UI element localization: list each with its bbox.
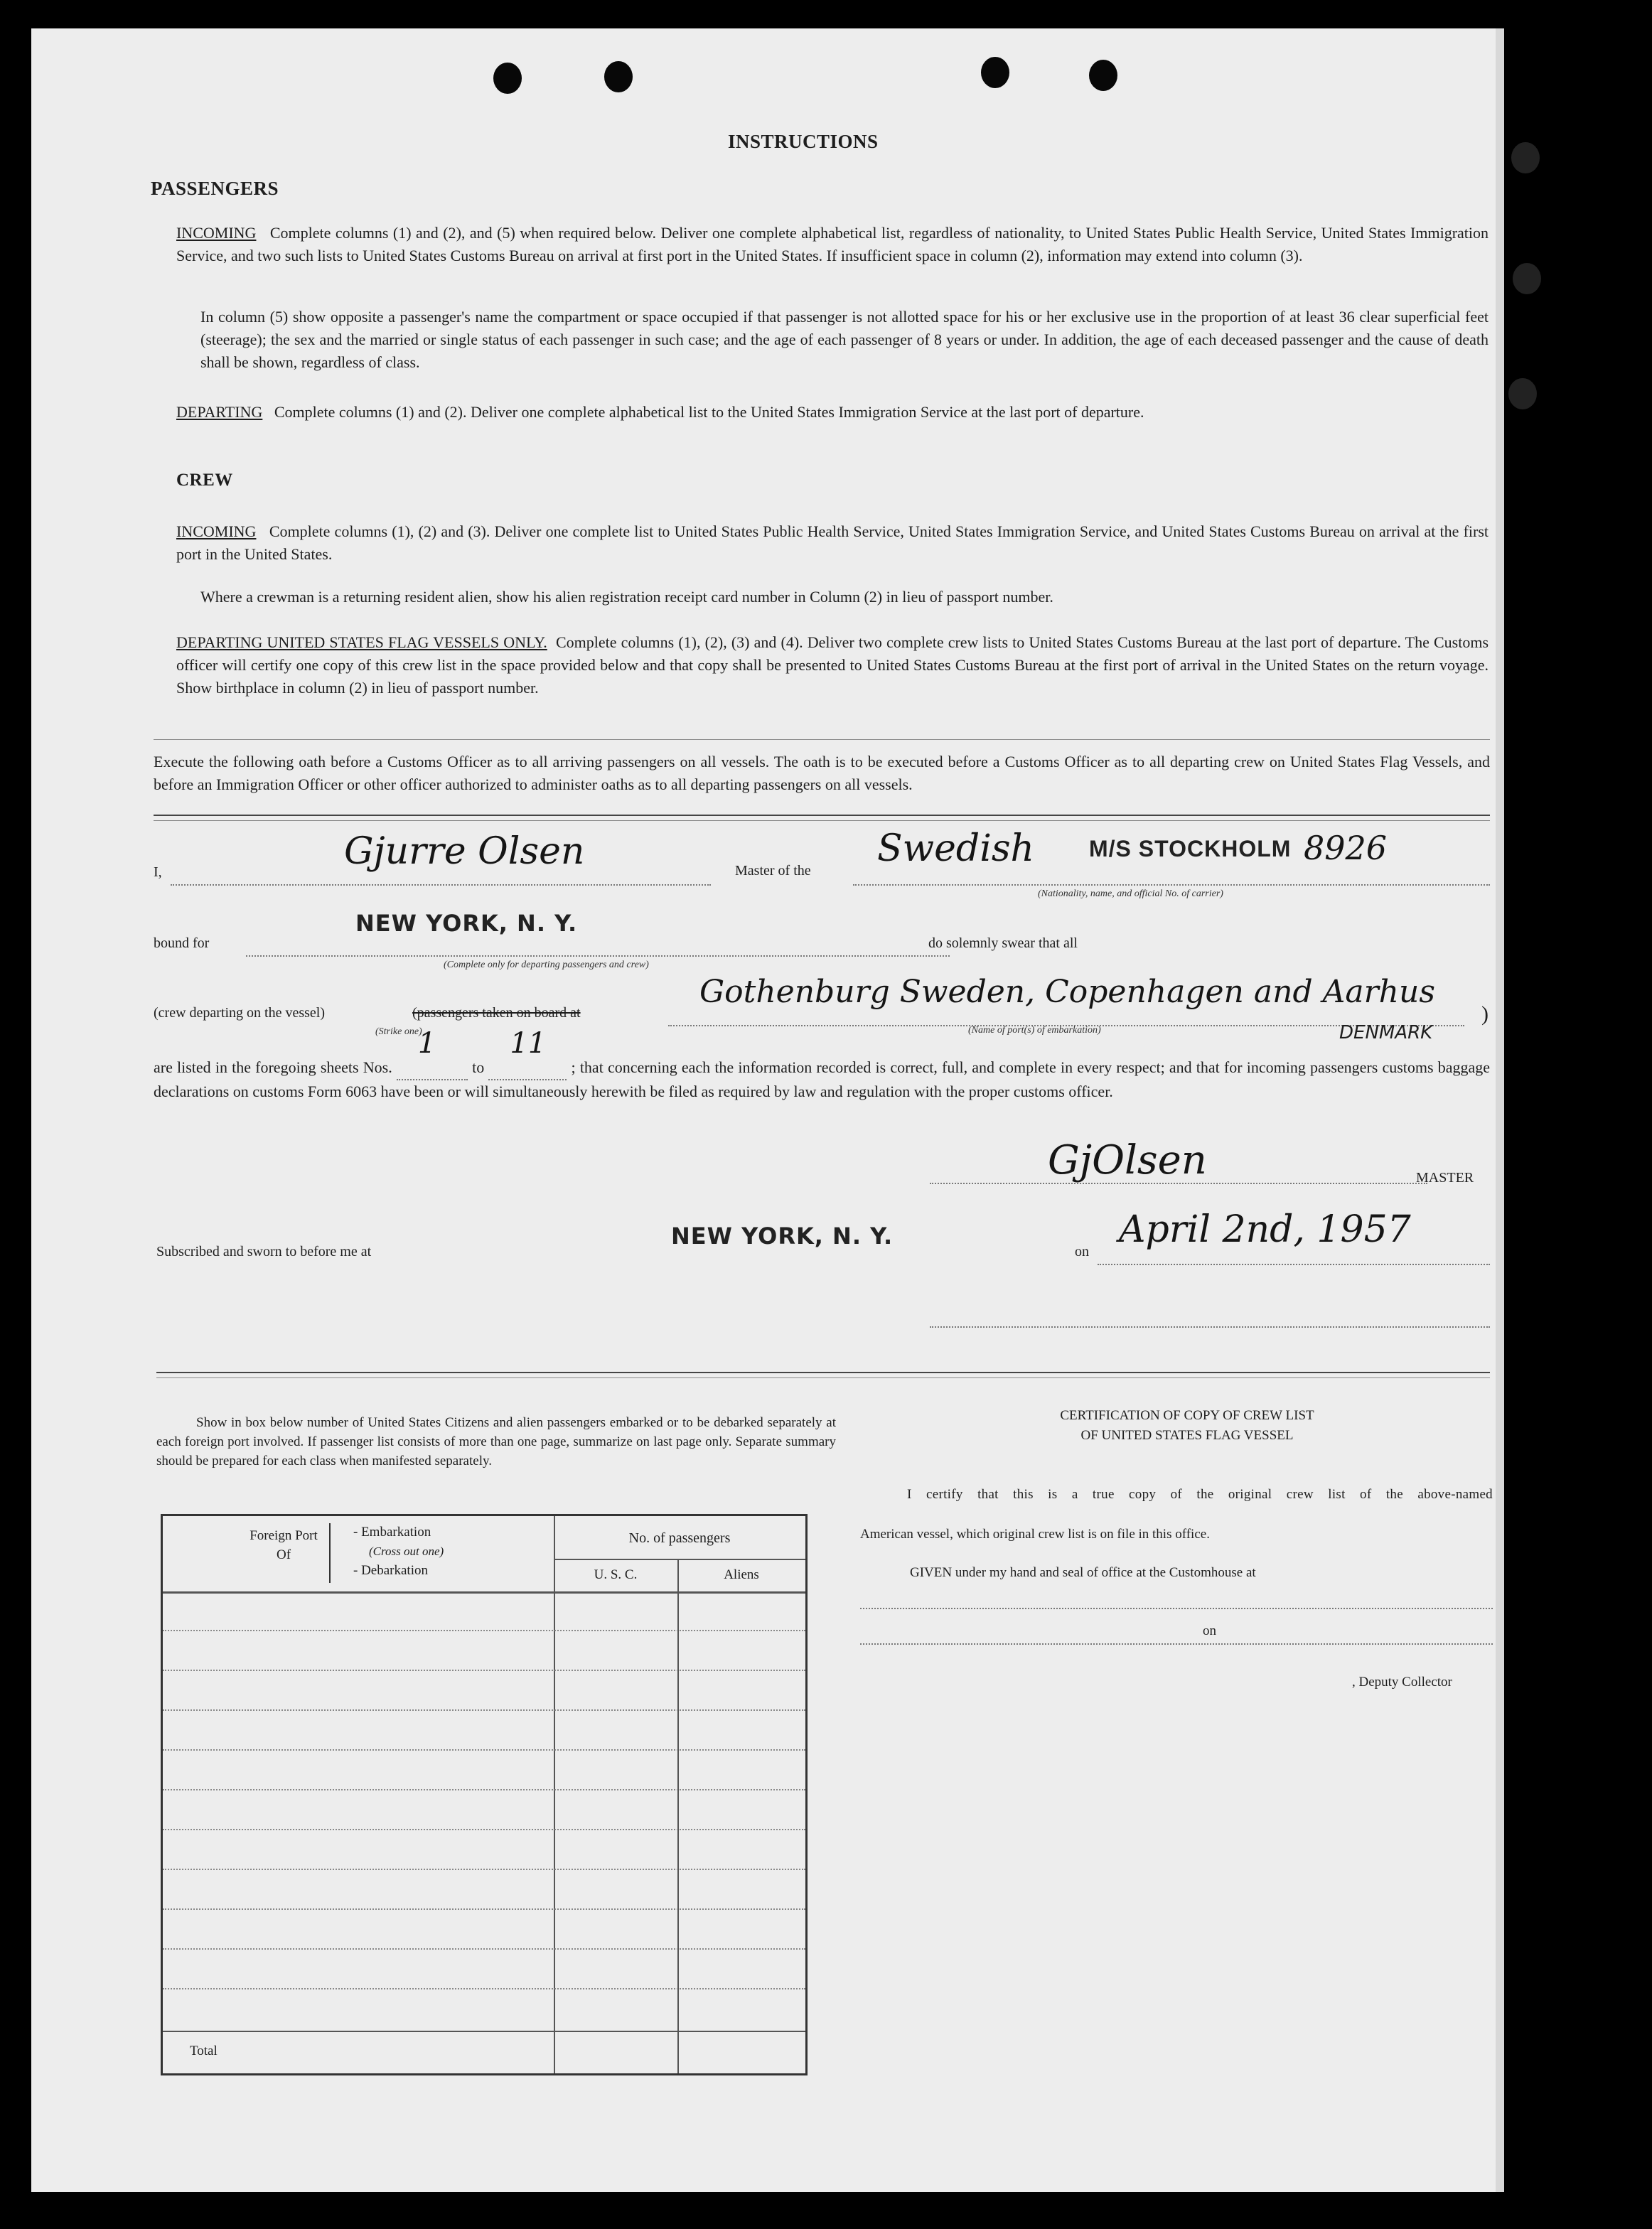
certification-date-line xyxy=(860,1643,1493,1645)
usc-header: U. S. C. xyxy=(594,1567,638,1582)
master-signature: GjOlsen xyxy=(1048,1137,1207,1183)
sheet-from-field xyxy=(397,1027,468,1080)
swear-label: do solemnly swear that all xyxy=(928,935,1078,951)
closing-paren: ) xyxy=(1481,1002,1489,1026)
no-passengers-header: No. of passengers xyxy=(628,1530,731,1546)
crew-alien-paragraph: Where a crewman is a returning resident alien, show his alien registration receipt card number in Column (2) in lieu of passport number. xyxy=(200,588,1053,606)
master-name-line xyxy=(171,884,711,886)
sworn-place-value: NEW YORK, N. Y. xyxy=(671,1223,894,1250)
table-row-line xyxy=(163,1670,805,1671)
certification-line1: I certify that this is a true copy of the original crew list of the above-named xyxy=(907,1487,1493,1502)
punch-hole-icon xyxy=(1513,263,1541,294)
sheet-to-field xyxy=(488,1027,567,1080)
bound-for-line xyxy=(246,955,950,957)
embarkation-extra-value: DENMARK xyxy=(1339,1022,1433,1043)
vessel-line xyxy=(853,884,1490,886)
table-row-line xyxy=(163,1630,805,1631)
certification-line2: American vessel, which original crew list is on file in this office. xyxy=(860,1527,1210,1542)
embarkation-caption: (Name of port(s) of embarkation) xyxy=(968,1025,1101,1036)
strike-caption: (Strike one) xyxy=(375,1026,422,1037)
on-label: on xyxy=(1075,1244,1089,1259)
certification-on-label: on xyxy=(1203,1623,1216,1638)
certification-title-line1: CERTIFICATION OF COPY OF CREW LIST xyxy=(1060,1408,1314,1423)
crew-heading: CREW xyxy=(176,471,233,490)
master-name-value: Gjurre Olsen xyxy=(344,830,585,873)
table-row-line xyxy=(163,1988,805,1989)
table-row-line xyxy=(163,1908,805,1910)
bound-for-label: bound for xyxy=(154,935,210,951)
deputy-collector-label: , Deputy Collector xyxy=(1352,1675,1452,1690)
officer-signature-line xyxy=(930,1326,1490,1328)
departing-text: Complete columns (1) and (2). Deliver one complete alphabetical list to the United States Immigration Service at the last port of departure. xyxy=(274,403,1144,421)
divider xyxy=(156,1372,1490,1373)
to-label: to xyxy=(472,1058,485,1076)
table-column-divider xyxy=(554,1516,555,2073)
table-row-line xyxy=(163,1789,805,1790)
nationality-value: Swedish xyxy=(877,827,1034,870)
official-number-value: 8926 xyxy=(1304,829,1388,867)
listed-text: ; that concerning each the information recorded is correct, full, and complete in every respect; and that for incoming passengers customs baggage declarations on customs Form 6063 have been or will simultaneously herewith be filed as required by law and regulation with the proper customs officer. xyxy=(154,1058,1491,1100)
divider xyxy=(154,820,1490,821)
oath-intro: Execute the following oath before a Customs Officer as to all arriving passengers on all vessels. The oath is to be executed before a Customs Officer as to all departing crew on United States Flag Vessels, and before an Immigration Officer or other officer authorized to administer oaths as to all departing passengers on all vessels. xyxy=(154,753,1490,793)
crew-departing-label: DEPARTING UNITED STATES FLAG VESSELS ONLY. xyxy=(176,633,547,651)
crew-departing-paragraph xyxy=(176,631,1489,699)
passengers-departing-paragraph xyxy=(176,401,1489,424)
summary-instructions: Show in box below number of United States Citizens and alien passengers embarked or to be debarked separately at each foreign port involved. If passenger list consists of more than one page, summarize on last page only. Separate summary should be prepared for each class when manifested separately. xyxy=(156,1415,836,1468)
passenger-summary-table xyxy=(161,1514,808,2075)
aliens-header: Aliens xyxy=(724,1567,759,1582)
embarkation-value: Gothenburg Sweden, Copenhagen and Aarhus xyxy=(699,974,1435,1010)
vessel-caption: (Nationality, name, and official No. of carrier) xyxy=(1038,888,1223,899)
punch-hole-icon xyxy=(604,61,633,92)
table-column-divider xyxy=(677,1559,679,2073)
punch-hole-icon xyxy=(1511,142,1540,173)
table-total-divider xyxy=(163,2031,805,2032)
table-row-line xyxy=(163,1869,805,1870)
sheet-edge xyxy=(1496,28,1504,2192)
total-label: Total xyxy=(190,2043,218,2058)
divider xyxy=(154,739,1490,740)
punch-hole-icon xyxy=(981,57,1009,88)
master-label: MASTER xyxy=(1416,1170,1474,1186)
sheet-to-value: 11 xyxy=(510,1027,547,1060)
embarkation-option: - Embarkation xyxy=(353,1525,431,1540)
subscribed-label: Subscribed and sworn to before me at xyxy=(156,1244,372,1259)
listed-label: are listed in the foregoing sheets Nos. xyxy=(154,1058,392,1076)
crew-incoming-label: INCOMING xyxy=(176,522,257,540)
document-sheet xyxy=(31,28,1504,2192)
strike-passengers-label: (passengers taken on board at xyxy=(412,1005,581,1021)
debarkation-option: - Debarkation xyxy=(353,1563,428,1578)
instructions-title: INSTRUCTIONS xyxy=(728,131,879,152)
table-row-line xyxy=(163,1749,805,1751)
column5-paragraph: In column (5) show opposite a passenger's name the compartment or space occupied if that passenger is not allotted space for his or her exclusive use in the proportion of at least 36 clear superficial feet (steerage); the sex and the married or single status of each passenger in such case; and the age of each passenger of 8 years or under. In addition, the age of each deceased passenger and the cause of death shall be shown, regardless of class. xyxy=(200,308,1489,371)
sworn-date-value: April 2nd, 1957 xyxy=(1119,1208,1411,1251)
incoming-text: Complete columns (1) and (2), and (5) when required below. Deliver one complete alphabetical list, regardless of nationality, to United States Public Health Service, United States Immigration Service, and two such lists to United States Customs Bureau on arrival at first port in the United States. If insufficient space in column (2), information may extend into column (3). xyxy=(176,224,1489,264)
passengers-incoming-paragraph xyxy=(176,222,1489,267)
table-row-line xyxy=(163,1829,805,1830)
bracket xyxy=(329,1523,331,1583)
date-line xyxy=(1098,1264,1490,1265)
punch-hole-icon xyxy=(493,63,522,94)
master-of-label: Master of the xyxy=(735,863,811,879)
divider xyxy=(156,1377,1490,1378)
bound-for-value: NEW YORK, N. Y. xyxy=(355,910,578,937)
foreign-port-label: Foreign Port Of xyxy=(250,1528,318,1562)
cross-out-note: (Cross out one) xyxy=(369,1545,444,1558)
table-row-line xyxy=(163,1709,805,1711)
vessel-name-value: M/S STOCKHOLM xyxy=(1089,836,1292,861)
bound-caption: (Complete only for departing passengers and crew) xyxy=(444,960,649,970)
crew-departing-on-vessel-label: (crew departing on the vessel) xyxy=(154,1005,326,1021)
certification-line3: GIVEN under my hand and seal of office at the Customhouse at xyxy=(910,1565,1256,1580)
i-label: I, xyxy=(154,864,162,880)
crew-incoming-text: Complete columns (1), (2) and (3). Deliver one complete list to United States Public Health Service, United States Immigration Service, and United States Customs Bureau on arrival at the first port in the United States. xyxy=(176,522,1489,563)
table-row-line xyxy=(163,1948,805,1950)
passengers-heading: PASSENGERS xyxy=(151,178,279,199)
crew-departing-text: Complete columns (1), (2), (3) and (4). Deliver two complete crew lists to United States Customs Bureau at the last port of departure. The Customs officer will certify one copy of this crew list in the space provided below and that copy shall be presented to United States Customs Bureau at the first port of arrival in the United States on the return voyage. Show birthplace in column (2) in lieu of passport number. xyxy=(176,633,1489,697)
sheet-from-value: 1 xyxy=(417,1027,436,1060)
departing-label: DEPARTING xyxy=(176,403,263,421)
customhouse-line xyxy=(860,1608,1493,1609)
table-header-divider xyxy=(554,1559,805,1560)
punch-hole-icon xyxy=(1089,60,1117,91)
incoming-label: INCOMING xyxy=(176,224,257,242)
certification-title-line2: OF UNITED STATES FLAG VESSEL xyxy=(1080,1428,1294,1443)
certification-title xyxy=(881,1406,1493,1446)
crew-incoming-paragraph xyxy=(176,520,1489,566)
punch-hole-icon xyxy=(1508,378,1537,409)
divider xyxy=(154,815,1490,816)
table-header-divider xyxy=(163,1591,805,1594)
